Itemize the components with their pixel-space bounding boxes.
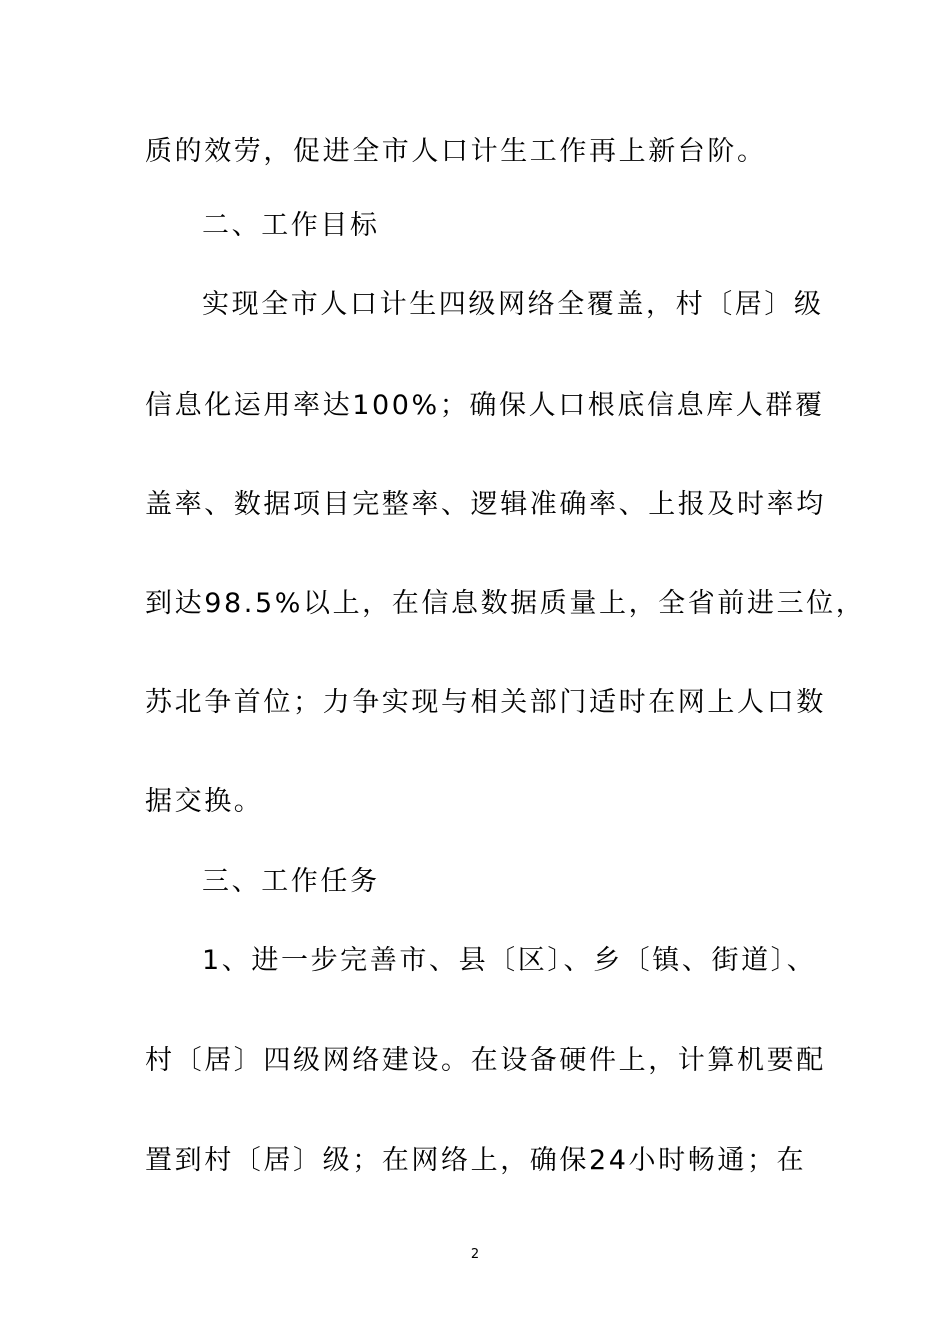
text-line-12: 置到村〔居〕级；在网络上，确保24小时畅通；在 (145, 1145, 807, 1176)
text-line-6: 到达98.5%以上，在信息数据质量上，全省前进三位， (145, 588, 866, 619)
text-line-10: 1、进一步完善市、县〔区〕、乡〔镇、街道〕、 (202, 945, 817, 976)
text-line-3: 实现全市人口计生四级网络全覆盖，村〔居〕级 (202, 289, 824, 320)
section-heading-goals: 二、工作目标 (202, 210, 380, 241)
page-number: 2 (470, 1247, 480, 1262)
text-line-8: 据交换。 (145, 786, 264, 817)
section-heading-tasks: 三、工作任务 (202, 866, 380, 897)
text-line-5: 盖率、数据项目完整率、逻辑准确率、上报及时率均 (145, 489, 826, 520)
text-line-11: 村〔居〕四级网络建设。在设备硬件上，计算机要配 (145, 1045, 826, 1076)
text-line-1: 质的效劳，促进全市人口计生工作再上新台阶。 (145, 136, 767, 167)
text-line-4: 信息化运用率达100%；确保人口根底信息库人群覆 (145, 390, 825, 421)
text-line-7: 苏北争首位；力争实现与相关部门适时在网上人口数 (145, 687, 826, 718)
